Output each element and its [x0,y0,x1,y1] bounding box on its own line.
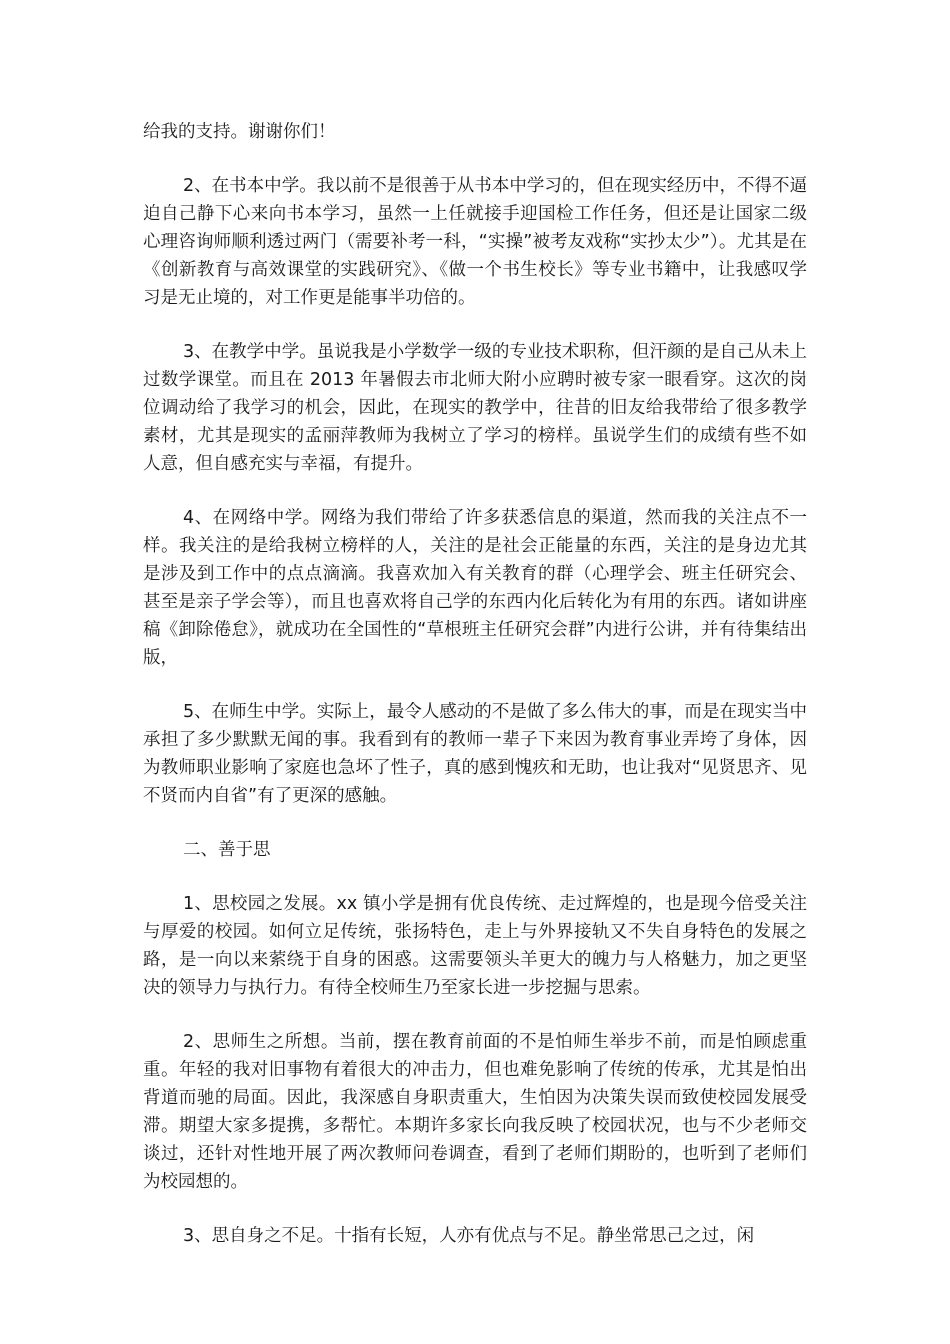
paragraph-think-own-shortcomings: 3、思自身之不足。十指有长短，人亦有优点与不足。静坐常思己之过，闲 [183,1226,755,1246]
section-heading-good-at-thinking: 二、善于思 [183,840,271,860]
paragraph-learn-from-network: 4、在网络中学。网络为我们带给了许多获悉信息的渠道，然而我的关注点不一样。我关注的是给我树立榜样的人，关注的是社会正能量的东西，关注的是身边尤其是涉及到工作中的点点滴滴。我喜欢加入有关教育的群（心理学会、班主任研究会、甚至是亲子学会等），而且也喜欢将自己学的东西内化后转化为有用的东西。诸如讲座稿《卸除倦怠》，就成功在全国性的“草根班主任研究会群”内进行公讲，并有待集结出版， [143,508,807,668]
paragraph-think-teachers-students: 2、思师生之所想。当前，摆在教育前面的不是怕师生举步不前，而是怕顾虑重重。年轻的我对旧事物有着很大的冲击力，但也难免影响了传统的传承，尤其是怕出背道而驰的局面。因此，我深感自身职责重大，生怕因为决策失误而致使校园发展受滞。期望大家多提携，多帮忙。本期许多家长向我反映了校园状况，也与不少老师交谈过，还针对性地开展了两次教师问卷调查，看到了老师们期盼的，也听到了老师们为校园想的。 [143,1032,807,1192]
paragraph-think-school-development: 1、思校园之发展。xx 镇小学是拥有优良传统、走过辉煌的，也是现今倍受关注与厚爱的校园。如何立足传统，张扬特色，走上与外界接轨又不失自身特色的发展之路，是一向以来萦绕于自身的困惑。这需要领头羊更大的魄力与人格魅力，加之更坚决的领导力与执行力。有待全校师生乃至家长进一步挖掘与思索。 [143,894,807,998]
paragraph-learn-from-books: 2、在书本中学。我以前不是很善于从书本中学习的，但在现实经历中，不得不逼迫自己静下心来向书本学习，虽然一上任就接手迎国检工作任务，但还是让国家二级心理咨询师顺利透过两门（需要补考一科，“实操”被考友戏称“实抄太少”）。尤其是在《创新教育与高效课堂的实践研究》、《做一个书生校长》等专业书籍中，让我感叹学习是无止境的，对工作更是能事半功倍的。 [143,176,807,308]
document-page [143,118,807,1250]
paragraph-continuation: 给我的支持。谢谢你们！ [143,122,336,142]
paragraph-learn-from-teachers-students: 5、在师生中学。实际上，最令人感动的不是做了多么伟大的事，而是在现实当中承担了多少默默无闻的事。我看到有的教师一辈子下来因为教育事业弄垮了身体，因为教师职业影响了家庭也急坏了性子，真的感到愧疚和无助，也让我对“见贤思齐、见不贤而内自省”有了更深的感触。 [143,702,807,806]
paragraph-learn-from-teaching: 3、在教学中学。虽说我是小学数学一级的专业技术职称，但汗颜的是自己从未上过数学课堂。而且在 2013 年暑假去市北师大附小应聘时被专家一眼看穿。这次的岗位调动给了我学习的机会，因此，在现实的教学中，往昔的旧友给我带给了很多教学素材，尤其是现实的孟丽萍教师为我树立了学习的榜样。虽说学生们的成绩有些不如人意，但自感充实与幸福，有提升。 [143,342,807,474]
